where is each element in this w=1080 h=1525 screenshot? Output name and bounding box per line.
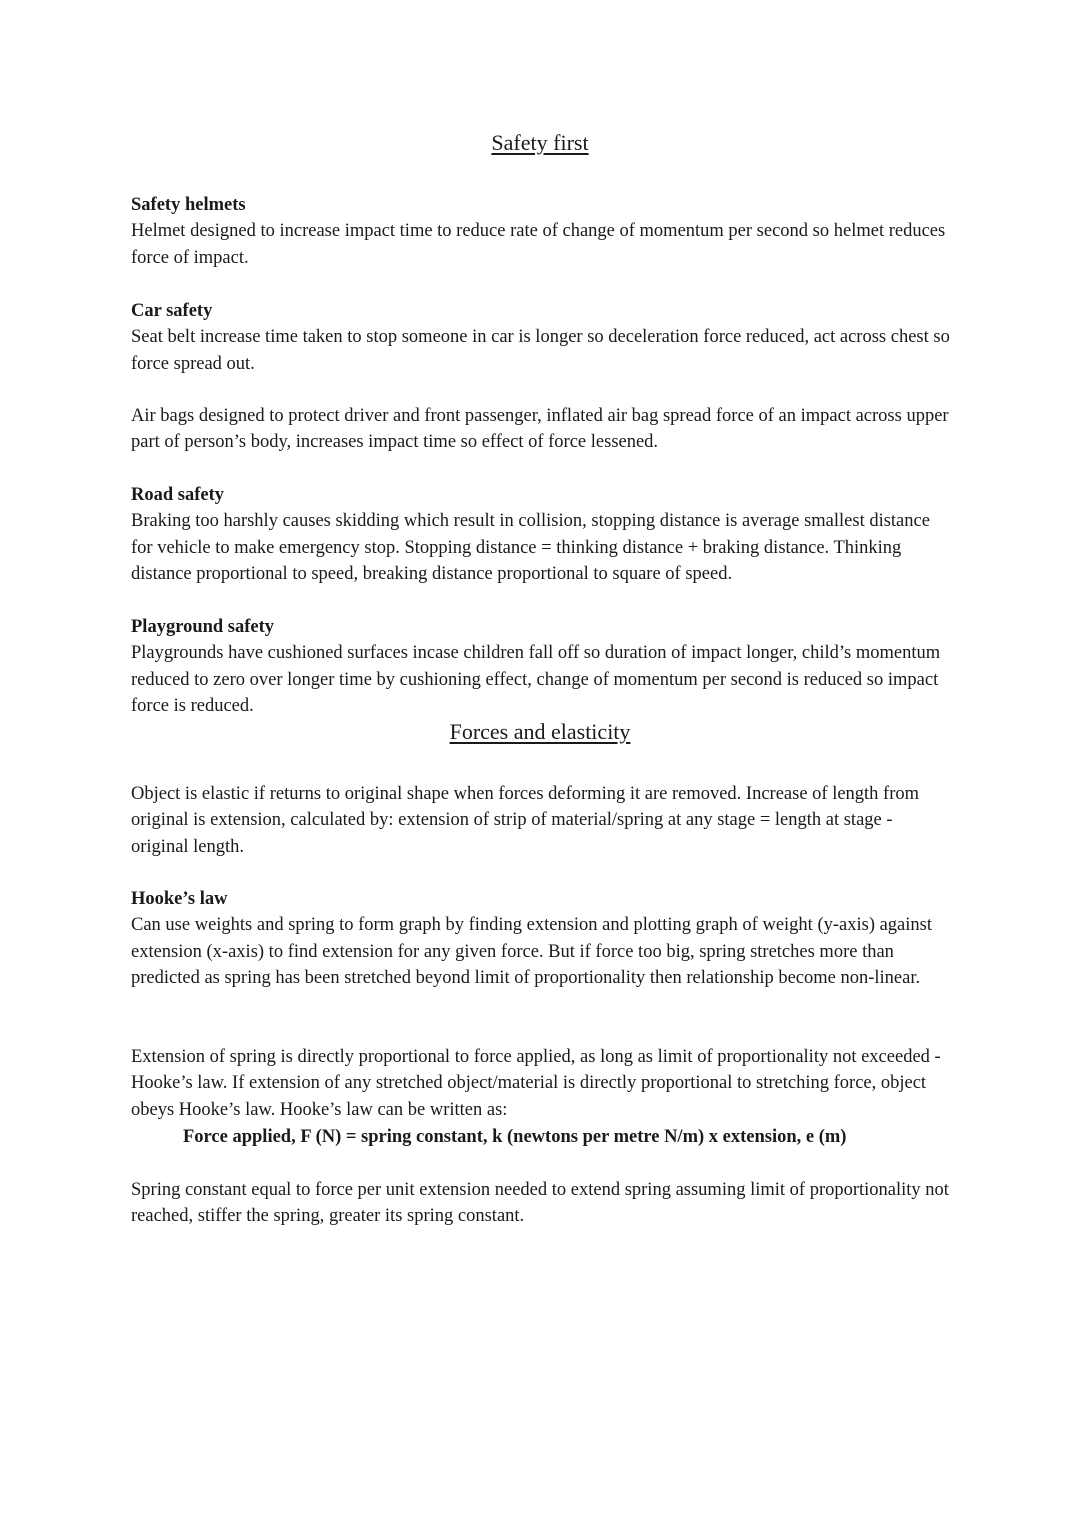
section-safety-helmets	[131, 192, 951, 271]
heading-road-safety: Road safety	[131, 485, 225, 505]
section-hookes-statement	[131, 1044, 951, 1123]
section-car-safety	[131, 298, 951, 377]
paragraph-spring-constant: Spring constant equal to force per unit extension needed to extend spring assuming limit of proportionality not reached, stiffer the spring, greater its spring constant.	[131, 1180, 949, 1227]
heading-hookes-law: Hooke’s law	[131, 889, 228, 909]
section-elastic-intro	[131, 781, 951, 860]
heading-car-safety: Car safety	[131, 301, 213, 321]
paragraph-air-bags: Air bags designed to protect driver and front passenger, inflated air bag spread force of an impact across upper part of person’s body, increases impact time so effect of force lessened.	[131, 406, 949, 453]
section-road-safety	[131, 482, 951, 588]
heading-playground-safety: Playground safety	[131, 617, 275, 637]
section-spring-constant	[131, 1177, 951, 1230]
paragraph-road-safety: Braking too harshly causes skidding which result in collision, stopping distance is average smallest distance for vehicle to make emergency stop. Stopping distance = thinking distance + braking distance. Thinking distance proportional to speed, breaking distance proportional to square of speed.	[131, 511, 930, 585]
paragraph-hookes-graph: Can use weights and spring to form graph by finding extension and plotting graph of weight (y-axis) against extension (x-axis) to find extension for any given force. But if force too big, spring stretches more than predicted as spring has been stretched beyond limit of proportionality then relationship become non-linear.	[131, 915, 933, 989]
paragraph-safety-helmets: Helmet designed to increase impact time to reduce rate of change of momentum per second so helmet reduces force of impact.	[131, 221, 946, 268]
section-hookes-law	[131, 886, 951, 992]
hookes-law-formula: Force applied, F (N) = spring constant, k (newtons per metre N/m) x extension, e (m)	[183, 1127, 847, 1147]
paragraph-playground-safety: Playgrounds have cushioned surfaces incase children fall off so duration of impact longer, child’s momentum reduced to zero over longer time by cushioning effect, change of momentum per second is reduced so impact force is reduced.	[131, 643, 941, 717]
section-title-safety-first: Safety first	[491, 130, 589, 155]
section-title-forces-elasticity: Forces and elasticity	[449, 719, 631, 744]
heading-safety-helmets: Safety helmets	[131, 195, 246, 215]
paragraph-seat-belt: Seat belt increase time taken to stop someone in car is longer so deceleration force reduced, act across chest so force spread out.	[131, 327, 950, 374]
section-air-bags	[131, 403, 951, 456]
section-playground-safety	[131, 614, 951, 720]
paragraph-hookes-statement: Extension of spring is directly proportional to force applied, as long as limit of proportionality not exceeded - Hooke’s law. If extension of any stretched object/material is directly proportional to stretching force, object obeys Hooke’s law. Hooke’s law can be written as:	[131, 1047, 941, 1120]
paragraph-elastic-intro: Object is elastic if returns to original shape when forces deforming it are removed. Increase of length from original is extension, calculated by: extension of strip of material/spring at any stage = length at stage - original length.	[131, 784, 920, 857]
